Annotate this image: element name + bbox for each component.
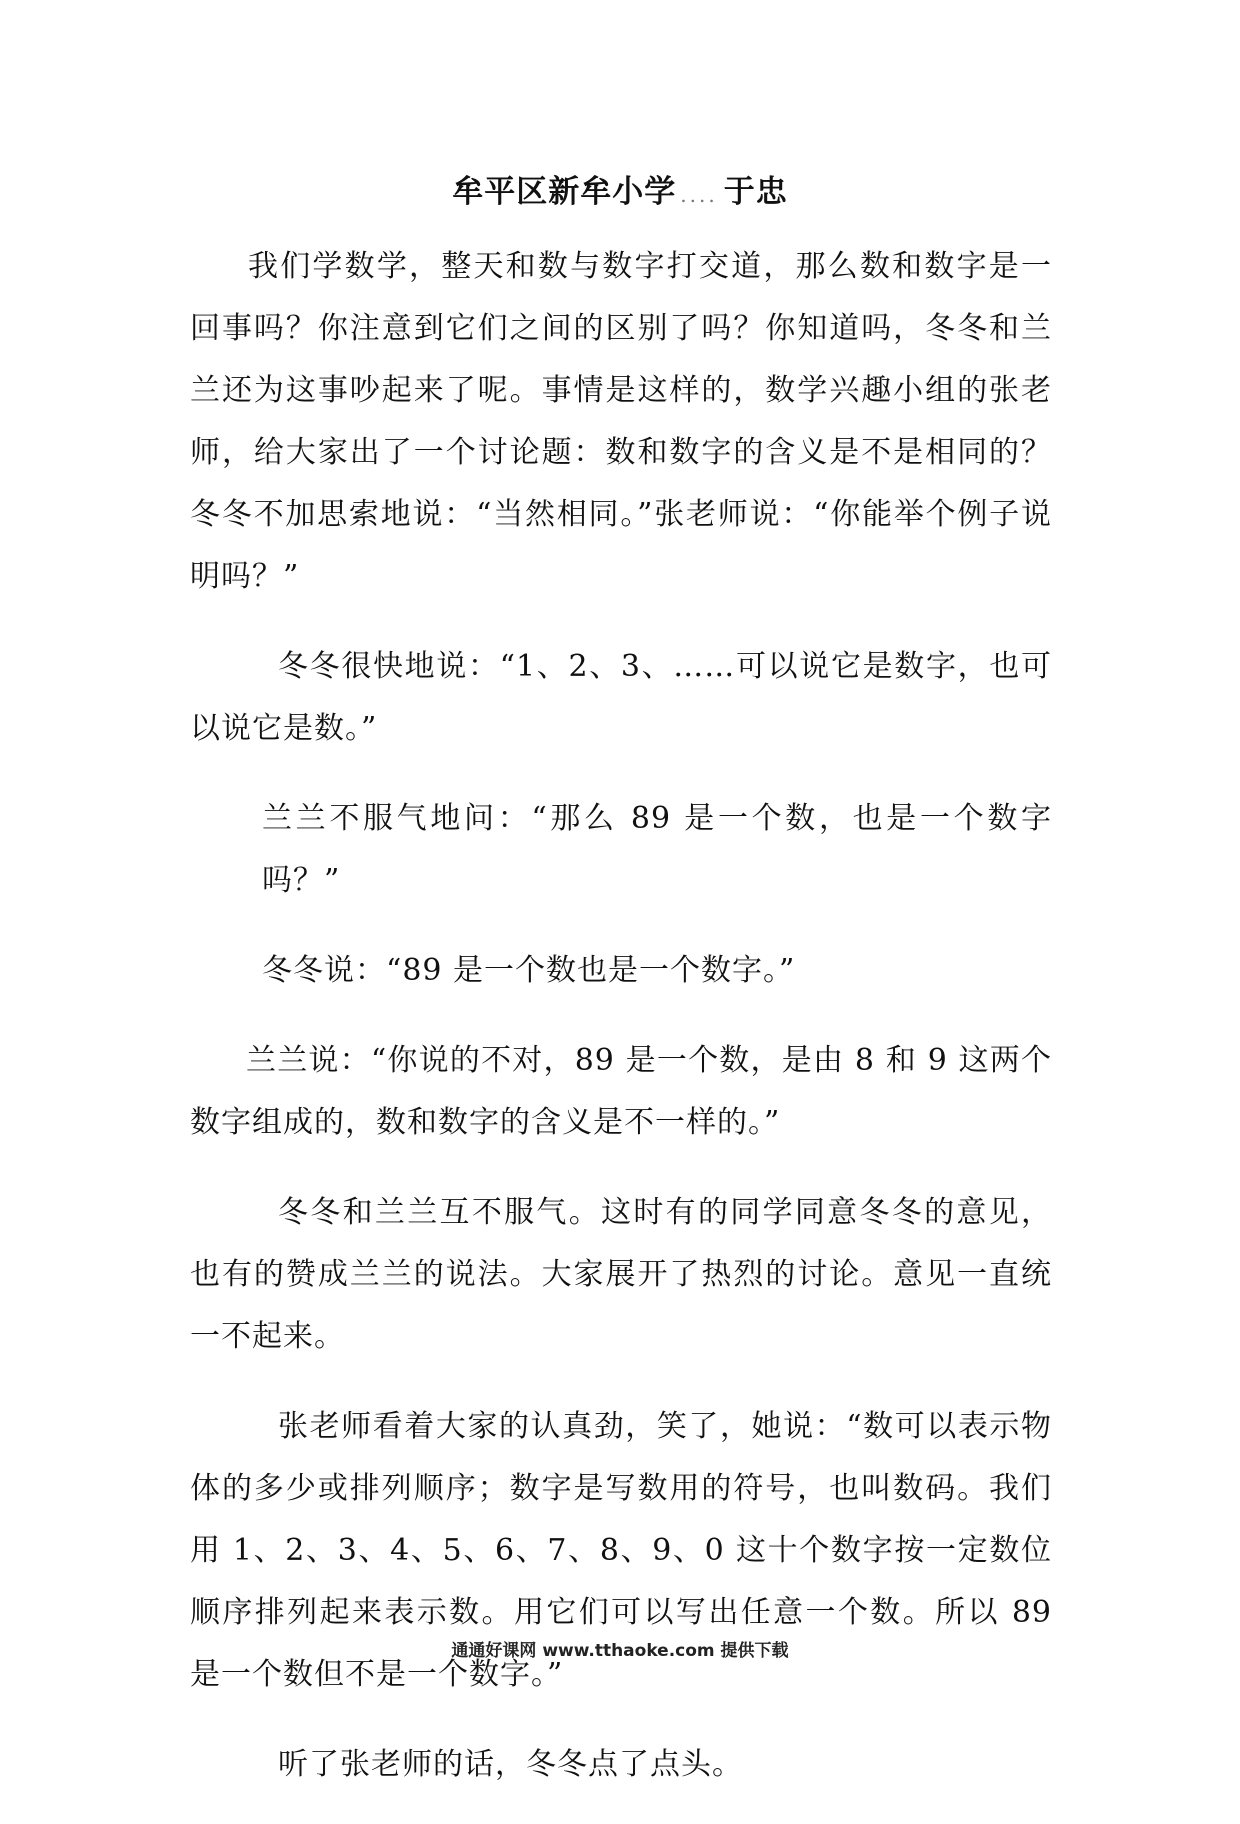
paragraph-3: 兰兰不服气地问：“那么 89 是一个数，也是一个数字吗？” <box>262 801 1052 898</box>
separator-dots: .... <box>680 183 718 207</box>
article-body <box>190 236 1052 1824</box>
paragraph-7: 张老师看着大家的认真劲，笑了，她说：“数可以表示物体的多少或排列顺序；数字是写数用的符号，也叫数码。我们用 1、2、3、4、5、6、7、8、9、0 这十个数字按一定数位顺序排列起来表示数。用它们可以写出任意一个数。所以 89 是一个数但不是一个数字。” <box>190 1409 1052 1692</box>
footer-source-note: 通通好课网 www.tthaoke.com 提供下载 <box>451 1641 789 1661</box>
paragraph-2: 冬冬很快地说：“1、2、3、……可以说它是数字，也可以说它是数。” <box>190 649 1052 746</box>
school-name: 牟平区新牟小学 <box>452 174 677 210</box>
paragraph-6: 冬冬和兰兰互不服气。这时有的同学同意冬冬的意见，也有的赞成兰兰的说法。大家展开了热烈的讨论。意见一直统一不起来。 <box>190 1195 1052 1354</box>
paragraph-5: 兰兰说：“你说的不对，89 是一个数，是由 8 和 9 这两个数字组成的，数和数字的含义是不一样的。” <box>190 1043 1052 1140</box>
author-line <box>0 166 1240 211</box>
author-name: 于忠 <box>723 174 788 210</box>
paragraph-8: 听了张老师的话，冬冬点了点头。 <box>278 1747 743 1782</box>
paragraph-4: 冬冬说：“89 是一个数也是一个数字。” <box>262 953 796 988</box>
paragraph-1: 我们学数学，整天和数与数字打交道，那么数和数字是一回事吗？你注意到它们之间的区别了吗？你知道吗，冬冬和兰兰还为这事吵起来了呢。事情是这样的，数学兴趣小组的张老师，给大家出了一个讨论题：数和数字的含义是不是相同的？冬冬不加思索地说：“当然相同。”张老师说：“你能举个例子说明吗？” <box>190 249 1052 594</box>
